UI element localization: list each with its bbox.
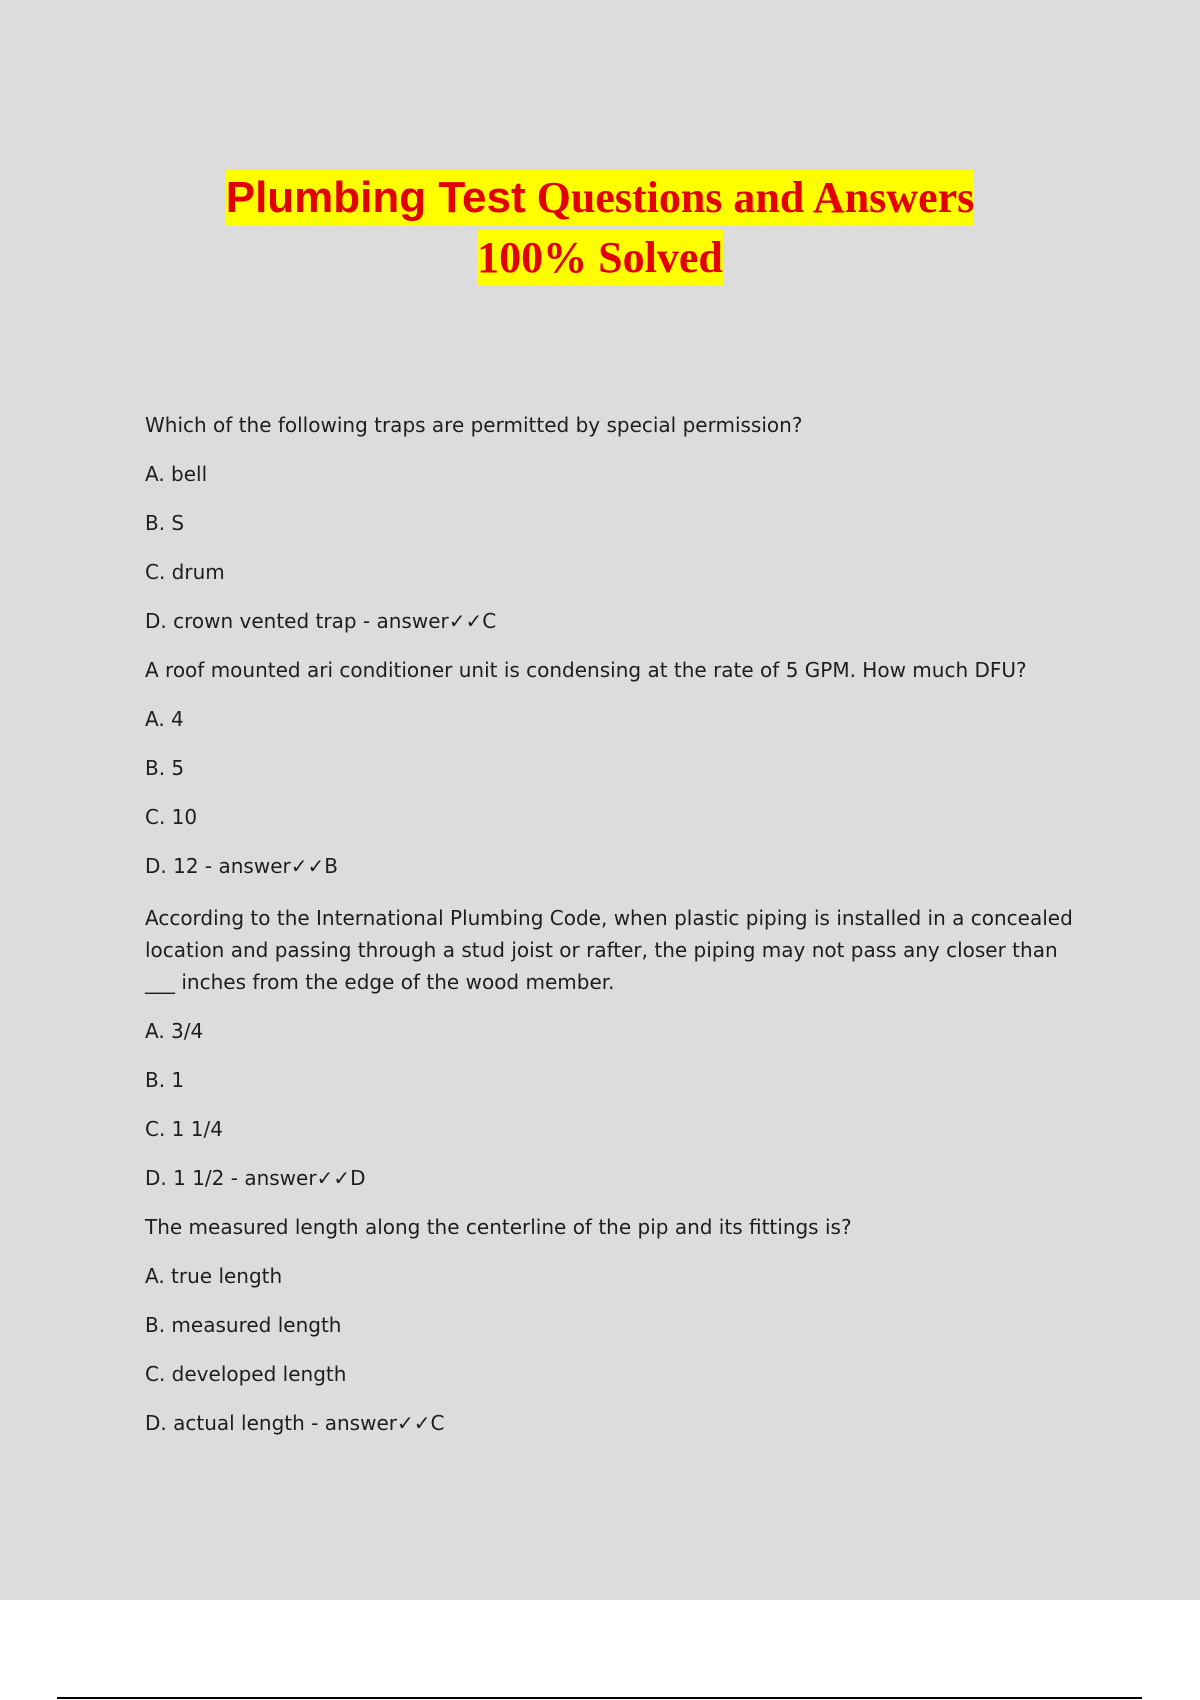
title-line-2 <box>0 230 1200 290</box>
answer-option: B. 1 <box>145 1068 185 1092</box>
answer-option: B. measured length <box>145 1313 342 1337</box>
question-text: Which of the following traps are permitted by special permission? <box>145 413 803 437</box>
answer-option: A. 3/4 <box>145 1019 204 1043</box>
page-title <box>0 170 1200 290</box>
answer-option: A. true length <box>145 1264 283 1288</box>
answer-option: C. 10 <box>145 805 198 829</box>
question-text: A roof mounted ari conditioner unit is condensing at the rate of 5 GPM. How much DFU? <box>145 658 1027 682</box>
title-part-sans: Plumbing Test <box>225 173 526 222</box>
title-highlight-1 <box>226 170 975 226</box>
question-text: According to the International Plumbing Code, when plastic piping is installed in a concealed location and passing through a stud joist or rafter, the piping may not pass any closer than ___ inches from the edge of the wood member. <box>145 906 1073 994</box>
answer-option-with-key: D. actual length - answer✓✓C <box>145 1411 445 1435</box>
answer-option: C. drum <box>145 560 225 584</box>
title-line-1 <box>0 170 1200 230</box>
answer-option-with-key: D. 1 1/2 - answer✓✓D <box>145 1166 366 1190</box>
answer-option-with-key: D. 12 - answer✓✓B <box>145 854 338 878</box>
answer-option: B. S <box>145 511 185 535</box>
answer-option: A. 4 <box>145 707 184 731</box>
title-subtitle: 100% Solved <box>477 230 723 286</box>
question-text: The measured length along the centerline of the pip and its fittings is? <box>145 1215 852 1239</box>
footer-divider <box>57 1697 1142 1699</box>
answer-option-with-key: D. crown vented trap - answer✓✓C <box>145 609 497 633</box>
title-part-serif: Questions and Answers <box>536 173 975 222</box>
answer-option: B. 5 <box>145 756 185 780</box>
answer-option: A. bell <box>145 462 208 486</box>
answer-option: C. developed length <box>145 1362 347 1386</box>
question-list <box>145 412 1085 1459</box>
answer-option: C. 1 1/4 <box>145 1117 223 1141</box>
